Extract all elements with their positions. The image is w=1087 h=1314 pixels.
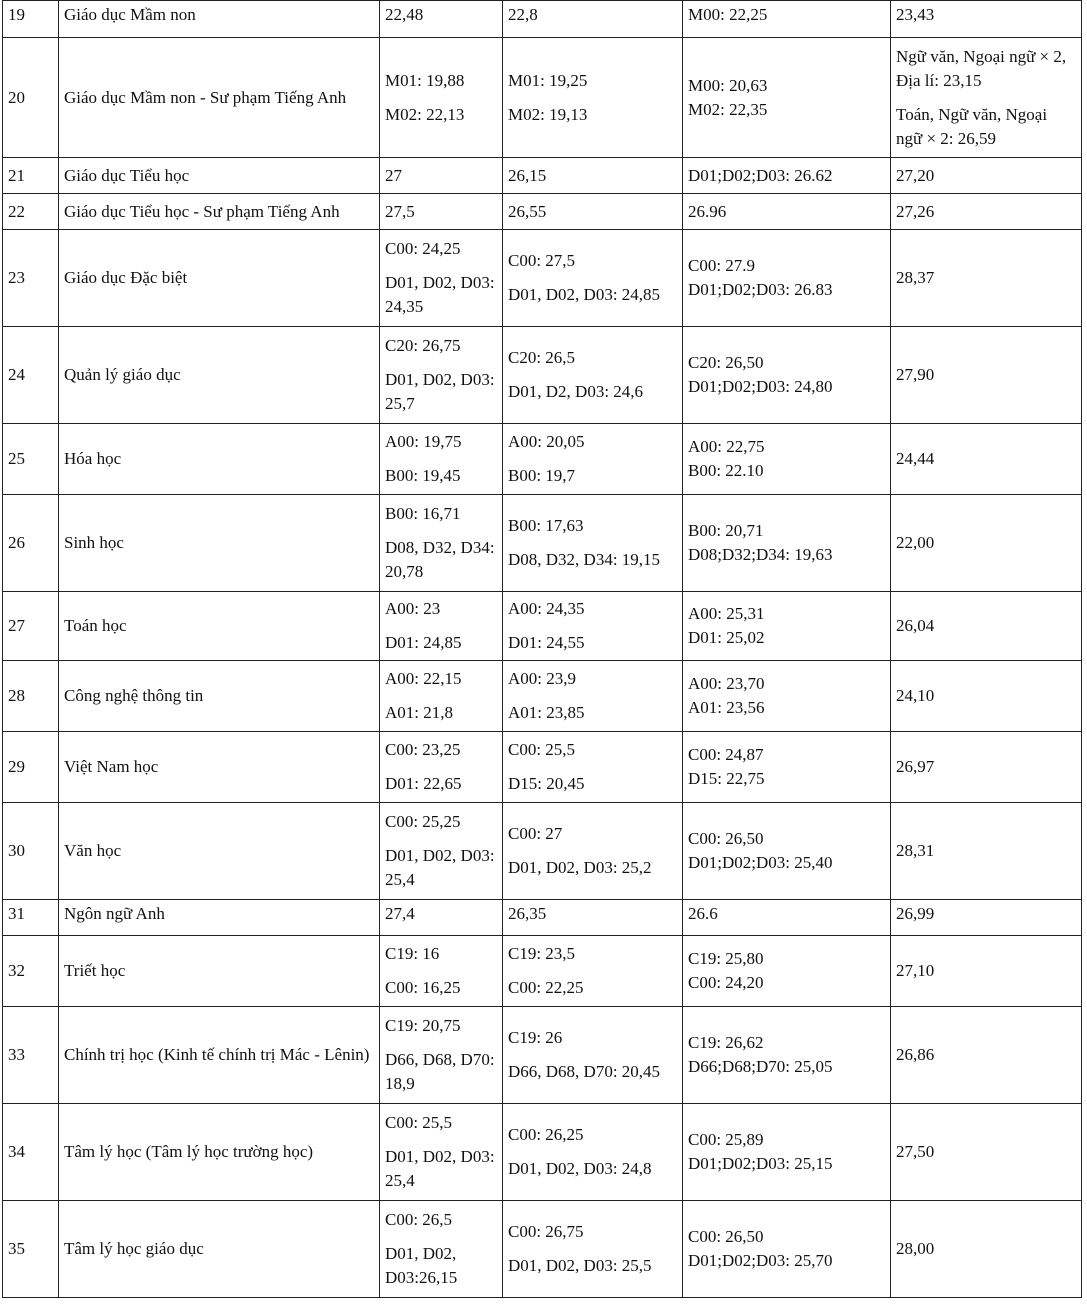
cell-line: C00: 26,75 — [508, 1222, 584, 1241]
table-row — [3, 803, 1082, 900]
score-col-1-cell — [380, 1, 503, 38]
score-col-3-cell — [683, 1, 891, 38]
major-name-cell: Tâm lý học giáo dục — [59, 1201, 380, 1298]
cell-line: D66, D68, D70: 20,45 — [508, 1062, 661, 1081]
cell-line: 27,50 — [896, 1142, 935, 1161]
score-col-1-cell — [380, 900, 503, 936]
admission-scores-table — [2, 0, 1082, 1298]
cell-line: D01, D02, D03: 25,5 — [508, 1256, 652, 1275]
row-number-cell: 26 — [3, 495, 59, 592]
table-row — [3, 424, 1082, 495]
cell-line: 22,00 — [896, 533, 935, 552]
score-col-4-cell — [891, 936, 1082, 1007]
cell-line: C00: 27,5 — [508, 251, 576, 270]
score-col-2-cell — [503, 158, 683, 194]
score-col-3-cell — [683, 1007, 891, 1104]
row-number-cell: 30 — [3, 803, 59, 900]
cell-line: 26,15 — [508, 165, 547, 185]
score-col-3-cell — [683, 495, 891, 592]
major-name-cell: Triết học — [59, 936, 380, 1007]
cell-line: B00: 17,63 — [508, 516, 584, 535]
table-row — [3, 1201, 1082, 1298]
score-col-3-cell — [683, 592, 891, 661]
table-row — [3, 194, 1082, 230]
cell-line: 26,99 — [896, 904, 935, 923]
score-col-1-cell — [380, 194, 503, 230]
score-col-1-cell — [380, 1104, 503, 1201]
cell-line: C00: 25,89 — [688, 1130, 764, 1149]
row-number-cell: 19 — [3, 1, 59, 38]
cell-line: 27,20 — [896, 165, 935, 185]
score-col-3-cell — [683, 803, 891, 900]
cell-line: C00: 26,5 — [385, 1210, 453, 1229]
table-row — [3, 38, 1082, 158]
cell-line: C20: 26,5 — [508, 348, 576, 367]
cell-line: D01, D02, D03: 25,2 — [508, 858, 652, 877]
table-row — [3, 327, 1082, 424]
row-number-cell: 28 — [3, 661, 59, 732]
cell-line: D01: 24,85 — [385, 633, 462, 652]
row-number-cell: 31 — [3, 900, 59, 936]
score-col-1-cell — [380, 158, 503, 194]
major-name-cell: Giáo dục Mầm non — [59, 1, 380, 38]
major-name-cell: Giáo dục Tiểu học - Sư phạm Tiếng Anh — [59, 194, 380, 230]
score-col-3-cell — [683, 661, 891, 732]
score-col-4-cell — [891, 900, 1082, 936]
cell-line: A01: 21,8 — [385, 703, 453, 722]
cell-line: A00: 23,70 — [688, 674, 765, 693]
score-col-4-cell — [891, 230, 1082, 327]
major-name-cell: Chính trị học (Kinh tế chính trị Mác - Lênin) — [59, 1007, 380, 1104]
cell-line: 23,43 — [896, 5, 935, 24]
cell-line: D15: 22,75 — [688, 769, 765, 788]
score-col-2-cell — [503, 803, 683, 900]
score-col-4-cell — [891, 327, 1082, 424]
score-col-3-cell — [683, 1201, 891, 1298]
score-col-4-cell — [891, 1, 1082, 38]
cell-line: D01, D02, D03: 24,8 — [508, 1159, 652, 1178]
cell-line: M02: 19,13 — [508, 104, 588, 124]
cell-line: 27,5 — [385, 201, 415, 221]
major-name-cell: Việt Nam học — [59, 732, 380, 803]
row-number-cell: 22 — [3, 194, 59, 230]
cell-line: D66;D68;D70: 25,05 — [688, 1057, 833, 1076]
score-col-1-cell — [380, 803, 503, 900]
cell-line: C19: 25,80 — [688, 949, 764, 968]
cell-line: 27,4 — [385, 904, 415, 923]
cell-line: 26,97 — [896, 757, 935, 776]
cell-line: M02: 22,35 — [688, 99, 768, 119]
score-col-4-cell — [891, 1007, 1082, 1104]
cell-line: C00: 16,25 — [385, 978, 461, 997]
score-col-1-cell — [380, 495, 503, 592]
cell-line: 26.96 — [688, 201, 727, 221]
score-col-3-cell — [683, 158, 891, 194]
score-col-2-cell — [503, 1201, 683, 1298]
score-col-2-cell — [503, 194, 683, 230]
cell-line: C00: 26,50 — [688, 829, 764, 848]
cell-line: C00: 24,25 — [385, 239, 461, 258]
table-row — [3, 592, 1082, 661]
cell-line: M01: 19,88 — [385, 70, 465, 90]
table-row — [3, 158, 1082, 194]
score-col-2-cell — [503, 1104, 683, 1201]
cell-line: D01, D02, D03: 25,4 — [385, 846, 495, 889]
cell-line: D01;D02;D03: 26.83 — [688, 280, 833, 299]
row-number-cell: 21 — [3, 158, 59, 194]
row-number-cell: 23 — [3, 230, 59, 327]
cell-line: D01: 22,65 — [385, 774, 462, 793]
cell-line: C19: 26 — [508, 1028, 563, 1047]
table-row — [3, 732, 1082, 803]
cell-line: A00: 20,05 — [508, 432, 585, 451]
cell-line: 27,10 — [896, 961, 935, 980]
cell-line: D01, D02, D03: 24,85 — [508, 285, 661, 304]
major-name-cell: Ngôn ngữ Anh — [59, 900, 380, 936]
cell-line: D15: 20,45 — [508, 774, 585, 793]
score-col-3-cell — [683, 732, 891, 803]
score-col-1-cell — [380, 424, 503, 495]
cell-line: A00: 23 — [385, 599, 441, 618]
cell-line: 28,37 — [896, 268, 935, 287]
score-col-3-cell — [683, 1104, 891, 1201]
row-number-cell: 25 — [3, 424, 59, 495]
cell-line: C00: 26,25 — [508, 1125, 584, 1144]
cell-line: B00: 19,45 — [385, 466, 461, 485]
score-col-4-cell — [891, 424, 1082, 495]
score-col-1-cell — [380, 38, 503, 158]
score-col-1-cell — [380, 327, 503, 424]
cell-line: C00: 26,50 — [688, 1227, 764, 1246]
cell-line: A00: 24,35 — [508, 599, 585, 618]
score-col-1-cell — [380, 936, 503, 1007]
row-number-cell: 32 — [3, 936, 59, 1007]
cell-line: C00: 22,25 — [508, 978, 584, 997]
cell-line: A00: 19,75 — [385, 432, 462, 451]
cell-line: 26,35 — [508, 904, 547, 923]
cell-line: D01;D02;D03: 26.62 — [688, 165, 833, 185]
score-col-4-cell — [891, 661, 1082, 732]
cell-line: D08, D32, D34: 19,15 — [508, 550, 661, 569]
cell-line: C00: 25,5 — [508, 740, 576, 759]
score-col-4-cell — [891, 38, 1082, 158]
score-col-3-cell — [683, 194, 891, 230]
row-number-cell: 20 — [3, 38, 59, 158]
cell-line: C19: 16 — [385, 944, 440, 963]
cell-line: C20: 26,50 — [688, 353, 764, 372]
score-col-2-cell — [503, 1007, 683, 1104]
cell-line: B00: 22.10 — [688, 461, 764, 480]
major-name-cell: Hóa học — [59, 424, 380, 495]
cell-line: C00: 25,5 — [385, 1113, 453, 1132]
major-name-cell: Văn học — [59, 803, 380, 900]
major-name-cell: Giáo dục Mầm non - Sư phạm Tiếng Anh — [59, 38, 380, 158]
major-name-cell: Giáo dục Tiểu học — [59, 158, 380, 194]
cell-line: D01: 24,55 — [508, 633, 585, 652]
cell-line: D66, D68, D70: 18,9 — [385, 1050, 495, 1093]
cell-line: C00: 24,20 — [688, 973, 764, 992]
cell-line: D01, D2, D03: 24,6 — [508, 382, 644, 401]
cell-line: D01, D02, D03: 25,7 — [385, 370, 495, 413]
cell-line: Ngữ văn, Ngoại ngữ × 2, Địa lí: 23,15 — [896, 46, 1067, 90]
cell-line: D01, D02, D03:26,15 — [385, 1244, 458, 1287]
score-col-2-cell — [503, 38, 683, 158]
cell-line: C20: 26,75 — [385, 336, 461, 355]
table-row — [3, 1007, 1082, 1104]
cell-line: D01;D02;D03: 25,40 — [688, 853, 833, 872]
table-row — [3, 1, 1082, 38]
cell-line: C00: 27 — [508, 824, 563, 843]
cell-line: D01;D02;D03: 25,70 — [688, 1251, 833, 1270]
score-col-1-cell — [380, 1007, 503, 1104]
score-col-4-cell — [891, 1201, 1082, 1298]
cell-line: D01, D02, D03: 25,4 — [385, 1147, 495, 1190]
cell-line: 27 — [385, 165, 402, 185]
cell-line: B00: 20,71 — [688, 521, 764, 540]
score-col-2-cell — [503, 592, 683, 661]
table-row — [3, 230, 1082, 327]
cell-line: M02: 22,13 — [385, 104, 465, 124]
cell-line: 28,00 — [896, 1239, 935, 1258]
row-number-cell: 33 — [3, 1007, 59, 1104]
cell-line: 27,90 — [896, 365, 935, 384]
table-row — [3, 900, 1082, 936]
score-col-2-cell — [503, 732, 683, 803]
major-name-cell: Tâm lý học (Tâm lý học trường học) — [59, 1104, 380, 1201]
cell-line: 24,10 — [896, 686, 935, 705]
cell-line: A01: 23,85 — [508, 703, 585, 722]
score-col-3-cell — [683, 38, 891, 158]
cell-line: A00: 22,15 — [385, 669, 462, 688]
score-col-4-cell — [891, 1104, 1082, 1201]
table-row — [3, 661, 1082, 732]
cell-line: 28,31 — [896, 841, 935, 860]
cell-line: 26,86 — [896, 1045, 935, 1064]
score-col-2-cell — [503, 936, 683, 1007]
cell-line: C00: 24,87 — [688, 745, 764, 764]
score-col-3-cell — [683, 230, 891, 327]
cell-line: D08, D32, D34: 20,78 — [385, 538, 495, 581]
cell-line: D01;D02;D03: 24,80 — [688, 377, 833, 396]
score-col-4-cell — [891, 495, 1082, 592]
cell-line: 26,04 — [896, 616, 935, 635]
cell-line: A00: 23,9 — [508, 669, 576, 688]
cell-line: B00: 16,71 — [385, 504, 461, 523]
cell-line: C00: 23,25 — [385, 740, 461, 759]
table-row — [3, 936, 1082, 1007]
score-col-4-cell — [891, 194, 1082, 230]
table-body — [3, 1, 1082, 1298]
cell-line: C19: 26,62 — [688, 1033, 764, 1052]
cell-line: A01: 23,56 — [688, 698, 765, 717]
major-name-cell: Công nghệ thông tin — [59, 661, 380, 732]
row-number-cell: 29 — [3, 732, 59, 803]
score-col-2-cell — [503, 495, 683, 592]
score-col-3-cell — [683, 936, 891, 1007]
score-col-1-cell — [380, 732, 503, 803]
score-col-3-cell — [683, 327, 891, 424]
cell-line: C00: 25,25 — [385, 812, 461, 831]
cell-line: D01, D02, D03: 24,35 — [385, 273, 495, 316]
cell-line: 24,44 — [896, 449, 935, 468]
cell-line: B00: 19,7 — [508, 466, 576, 485]
row-number-cell: 35 — [3, 1201, 59, 1298]
cell-line: A00: 25,31 — [688, 604, 765, 623]
table-row — [3, 1104, 1082, 1201]
score-col-1-cell — [380, 592, 503, 661]
cell-line: D01;D02;D03: 25,15 — [688, 1154, 833, 1173]
score-col-2-cell — [503, 900, 683, 936]
cell-line: C00: 27.9 — [688, 256, 756, 275]
cell-line: 26.6 — [688, 904, 718, 923]
major-name-cell: Giáo dục Đặc biệt — [59, 230, 380, 327]
cell-line: 22,48 — [385, 5, 424, 24]
cell-line: 26,55 — [508, 201, 547, 221]
row-number-cell: 27 — [3, 592, 59, 661]
score-col-4-cell — [891, 803, 1082, 900]
cell-line: C19: 20,75 — [385, 1016, 461, 1035]
score-col-4-cell — [891, 158, 1082, 194]
cell-line: D08;D32;D34: 19,63 — [688, 545, 833, 564]
score-col-4-cell — [891, 732, 1082, 803]
cell-line: 27,26 — [896, 201, 935, 221]
score-col-1-cell — [380, 1201, 503, 1298]
score-col-1-cell — [380, 230, 503, 327]
table-row — [3, 495, 1082, 592]
major-name-cell: Toán học — [59, 592, 380, 661]
cell-line: 22,8 — [508, 5, 538, 24]
cell-line: M01: 19,25 — [508, 70, 588, 90]
score-col-2-cell — [503, 230, 683, 327]
score-col-2-cell — [503, 424, 683, 495]
cell-line: M00: 22,25 — [688, 5, 768, 24]
score-col-4-cell — [891, 592, 1082, 661]
score-col-2-cell — [503, 327, 683, 424]
row-number-cell: 24 — [3, 327, 59, 424]
score-col-3-cell — [683, 424, 891, 495]
score-col-3-cell — [683, 900, 891, 936]
cell-line: C19: 23,5 — [508, 944, 576, 963]
score-col-2-cell — [503, 661, 683, 732]
major-name-cell: Quản lý giáo dục — [59, 327, 380, 424]
score-col-2-cell — [503, 1, 683, 38]
major-name-cell: Sinh học — [59, 495, 380, 592]
row-number-cell: 34 — [3, 1104, 59, 1201]
score-col-1-cell — [380, 661, 503, 732]
cell-line: D01: 25,02 — [688, 628, 765, 647]
cell-line: M00: 20,63 — [688, 75, 768, 95]
cell-line: A00: 22,75 — [688, 437, 765, 456]
cell-line: Toán, Ngữ văn, Ngoại ngữ × 2: 26,59 — [896, 104, 1048, 148]
